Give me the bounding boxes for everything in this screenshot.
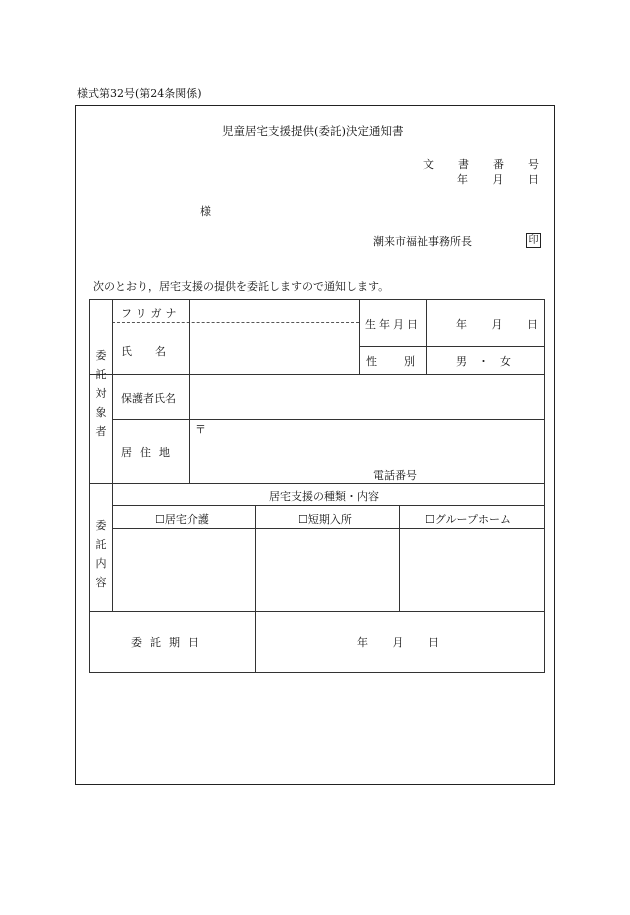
rule — [89, 483, 545, 484]
rule — [255, 505, 256, 673]
document-title: 児童居宅支援提供(委託)決定通知書 — [222, 124, 404, 138]
date-label — [457, 171, 539, 187]
subject-group-label: 委託対象者 — [95, 349, 107, 438]
rule — [89, 611, 545, 612]
sex-value: 男 ・ 女 — [456, 355, 511, 368]
rule — [112, 528, 545, 529]
option-home-care[interactable]: ☐居宅介護 — [155, 513, 209, 526]
rule — [112, 505, 545, 506]
address-label: 居住地 — [121, 446, 178, 459]
sex-label: 性 別 — [366, 355, 423, 368]
phone-label: 電話番号 — [373, 469, 417, 482]
addressee-suffix: 様 — [200, 205, 211, 218]
content-group-label: 委託内容 — [95, 519, 107, 589]
rule — [399, 505, 400, 611]
sender-name: 潮来市福祉事務所長 — [373, 235, 472, 248]
option-short-stay[interactable]: ☐短期入所 — [298, 513, 352, 526]
content-header: 居宅支援の種類・内容 — [269, 490, 379, 503]
postal-mark: 〒 — [195, 423, 206, 436]
period-label: 委託期日 — [131, 636, 207, 649]
date-text: 年 月 日 — [457, 173, 539, 186]
rule — [359, 346, 545, 347]
period-value — [357, 634, 439, 650]
rule — [189, 299, 190, 483]
birth-value-text: 年 月 日 — [456, 318, 538, 331]
period-value-text: 年 月 日 — [357, 636, 439, 649]
rule — [112, 299, 113, 611]
name-label: 氏 名 — [121, 345, 172, 358]
intro-text: 次のとおり，居宅支援の提供を委託しますので通知します。 — [93, 280, 390, 293]
rule — [112, 419, 545, 420]
form-number: 様式第32号(第24条関係) — [77, 87, 202, 100]
rule — [359, 299, 360, 374]
rule — [89, 374, 545, 375]
furigana-label: フリガナ — [121, 307, 181, 320]
furigana-divider — [112, 322, 359, 323]
guardian-label: 保護者氏名 — [121, 392, 176, 405]
birth-label: 生年月日 — [365, 318, 421, 331]
doc-number-label — [423, 156, 539, 172]
seal-mark: 印 — [526, 233, 541, 248]
rule — [426, 299, 427, 374]
birth-value — [456, 316, 538, 332]
option-group-home[interactable]: ☐グループホーム — [425, 513, 511, 526]
doc-number-text: 文 書 番 号 — [423, 158, 539, 171]
